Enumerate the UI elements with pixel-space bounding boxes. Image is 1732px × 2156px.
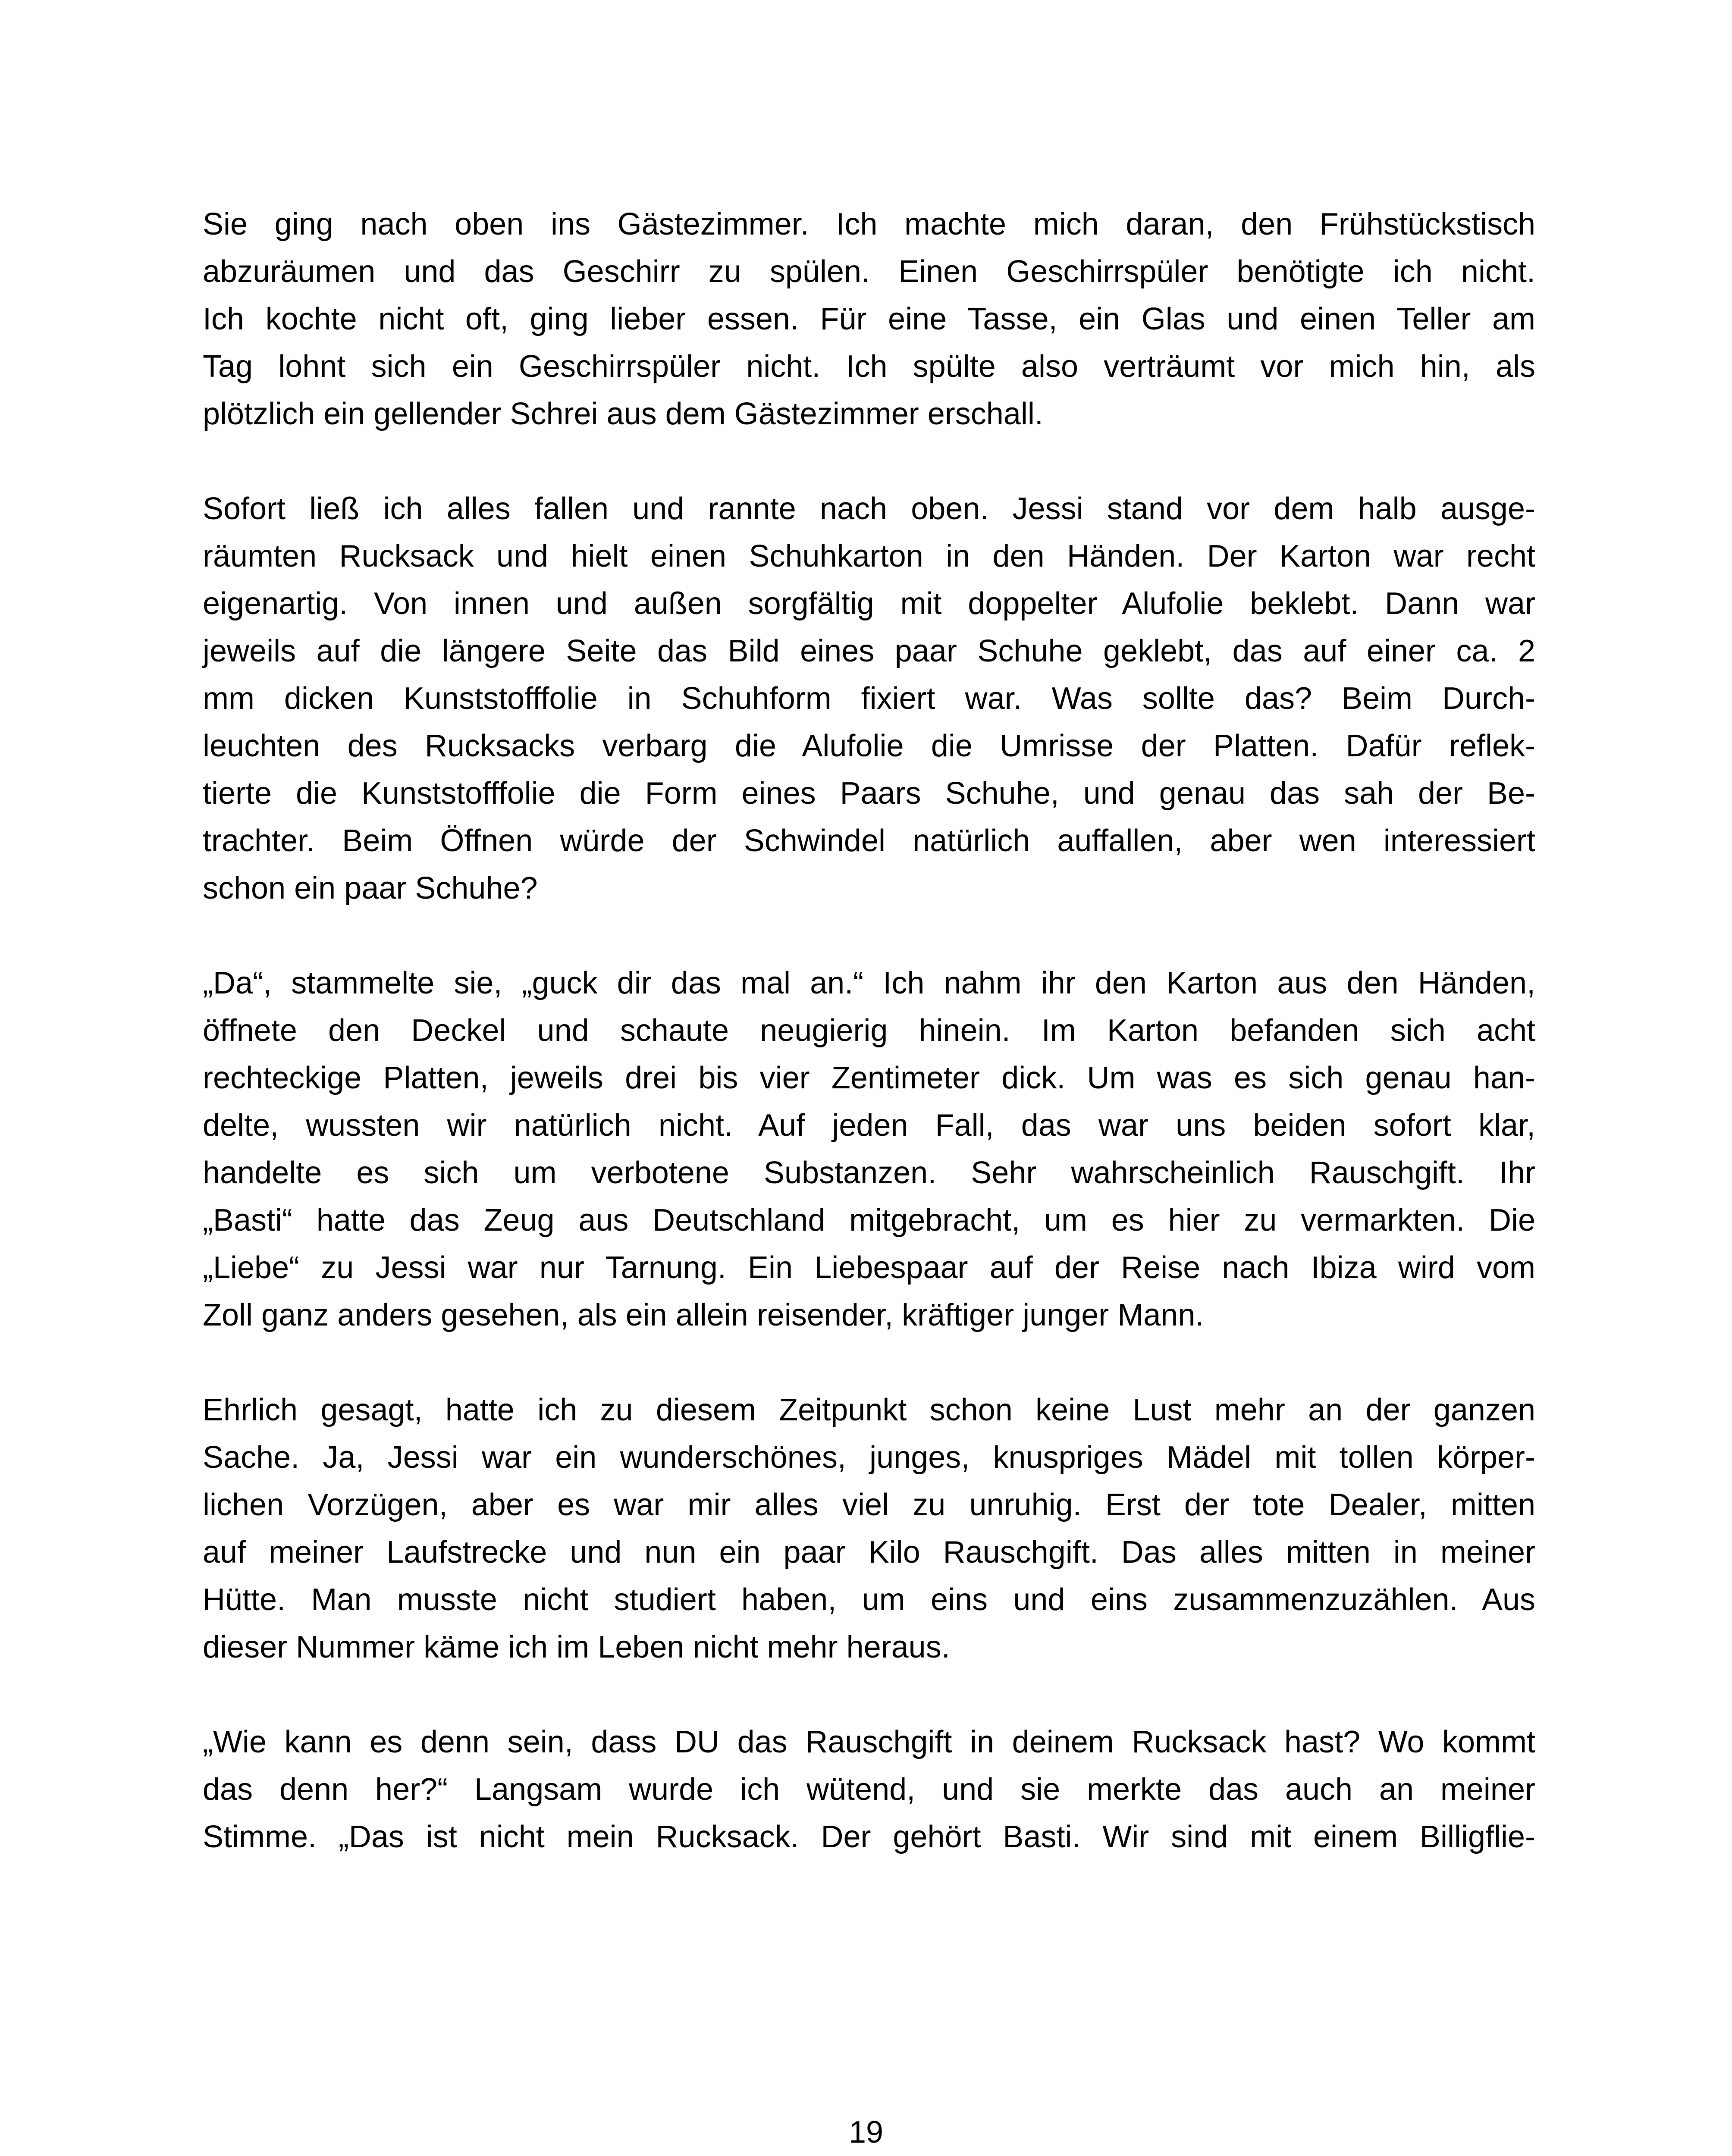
paragraph-3 (203, 959, 1535, 1339)
text-line: räumten Rucksack und hielt einen Schuhkarton in den Händen. Der Karton war recht (203, 539, 1535, 573)
text-line: Sie ging nach oben ins Gästezimmer. Ich machte mich daran, den Frühstückstisch (203, 207, 1535, 241)
text-line: „Liebe“ zu Jessi war nur Tarnung. Ein Liebespaar auf der Reise nach Ibiza wird vom (203, 1250, 1535, 1285)
text-line: Tag lohnt sich ein Geschirrspüler nicht. Ich spülte also verträumt vor mich hin, als (203, 349, 1535, 384)
text-line: Stimme. „Das ist nicht mein Rucksack. Der gehört Basti. Wir sind mit einem Billigflie- (203, 1820, 1535, 1854)
text-line: handelte es sich um verbotene Substanzen. Sehr wahrscheinlich Rauschgift. Ihr (203, 1156, 1535, 1190)
text-line: plötzlich ein gellender Schrei aus dem Gästezimmer erschall. (203, 397, 1043, 431)
text-line: tierte die Kunststofffolie die Form eines Paars Schuhe, und genau das sah der Be- (203, 776, 1535, 811)
text-line: Hütte. Man musste nicht studiert haben, um eins und eins zusammenzuzählen. Aus (203, 1583, 1535, 1617)
page-number: 19 (848, 2115, 884, 2150)
text-line: jeweils auf die längere Seite das Bild eines paar Schuhe geklebt, das auf einer ca. 2 (203, 634, 1535, 668)
text-line: schon ein paar Schuhe? (203, 871, 538, 906)
text-line: „Wie kann es denn sein, dass DU das Rauschgift in deinem Rucksack hast? Wo kommt (203, 1725, 1535, 1759)
text-line: lichen Vorzügen, aber es war mir alles viel zu unruhig. Erst der tote Dealer, mitten (203, 1488, 1535, 1522)
text-line: auf meiner Laufstrecke und nun ein paar Kilo Rauschgift. Das alles mitten in meiner (203, 1535, 1535, 1570)
text-line: Ehrlich gesagt, hatte ich zu diesem Zeitpunkt schon keine Lust mehr an der ganzen (203, 1393, 1535, 1427)
paragraph-1 (203, 201, 1535, 438)
text-line: delte, wussten wir natürlich nicht. Auf jeden Fall, das war uns beiden sofort klar, (203, 1108, 1535, 1143)
text-line: Zoll ganz anders gesehen, als ein allein reisender, kräftiger junger Mann. (203, 1298, 1204, 1332)
paragraph-2 (203, 485, 1535, 912)
text-line: „Basti“ hatte das Zeug aus Deutschland mitgebracht, um es hier zu vermarkten. Die (203, 1203, 1535, 1238)
paragraph-5 (203, 1718, 1535, 1861)
text-line: abzuräumen und das Geschirr zu spülen. Einen Geschirrspüler benötigte ich nicht. (203, 254, 1535, 289)
text-line: rechteckige Platten, jeweils drei bis vier Zentimeter dick. Um was es sich genau han- (203, 1061, 1535, 1095)
text-line: Sache. Ja, Jessi war ein wunderschönes, junges, knuspriges Mädel mit tollen körper- (203, 1440, 1535, 1475)
text-line: trachter. Beim Öffnen würde der Schwindel natürlich auffallen, aber wen interessiert (203, 824, 1535, 858)
text-line: dieser Nummer käme ich im Leben nicht mehr heraus. (203, 1630, 950, 1664)
paragraph-4 (203, 1386, 1535, 1671)
text-line: Sofort ließ ich alles fallen und rannte nach oben. Jessi stand vor dem halb ausge- (203, 492, 1535, 526)
text-line: Ich kochte nicht oft, ging lieber essen. Für eine Tasse, ein Glas und einen Teller am (203, 302, 1535, 336)
text-line: „Da“, stammelte sie, „guck dir das mal an.“ Ich nahm ihr den Karton aus den Händen, (203, 966, 1535, 1000)
text-line: eigenartig. Von innen und außen sorgfältig mit doppelter Alufolie beklebt. Dann war (203, 586, 1535, 621)
text-line: öffnete den Deckel und schaute neugierig hinein. Im Karton befanden sich acht (203, 1013, 1535, 1048)
text-line: leuchten des Rucksacks verbarg die Alufolie die Umrisse der Platten. Dafür reflek- (203, 729, 1535, 763)
text-line: das denn her?“ Langsam wurde ich wütend, und sie merkte das auch an meiner (203, 1772, 1535, 1807)
text-line: mm dicken Kunststofffolie in Schuhform fixiert war. Was sollte das? Beim Durch- (203, 681, 1535, 716)
body-text (203, 201, 1535, 1908)
